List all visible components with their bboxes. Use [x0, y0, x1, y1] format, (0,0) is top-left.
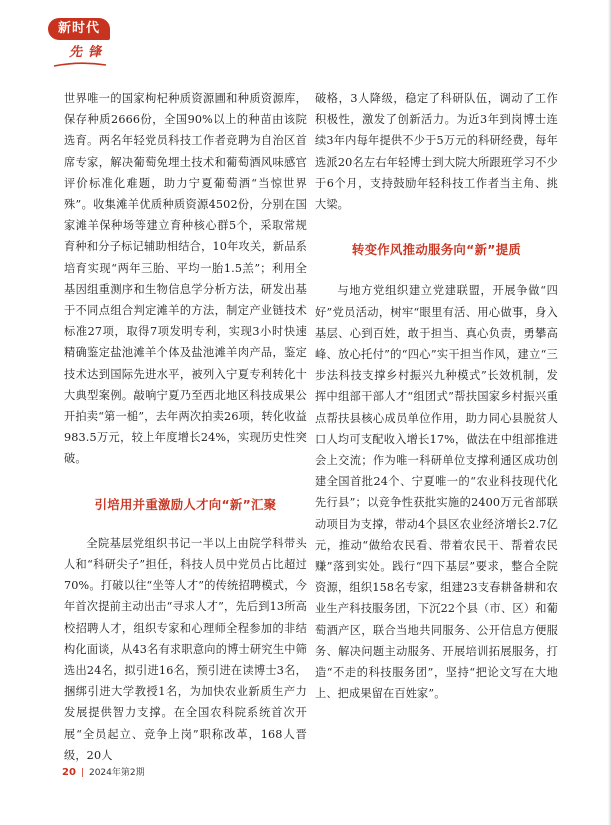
- section-heading: 引培用并重激励人才向“新”汇聚: [94, 496, 277, 512]
- logo-bottom-text: 先锋: [68, 45, 107, 60]
- issue-label: 2024年第2期: [88, 768, 145, 778]
- body-paragraph: 全院基层党组织书记一半以上由院学科带头人和“科研尖子”担任，科技人员中党员占比超过70%。打破以往“坐等人才”的传统招聘模式，今年首次提前主动出击“寻求人才”，先后到13所高校招聘人才，组织专家和心理师全程参加的非结构化面谈，从43名有求职意向的博士研究生中筛选出24名，拟引进16名，预引进在读博士3名，捆绑引进大学教授1名，为加快农业新质生产力发展提供智力支撑。在全国农科院系统首次开展“全员起立、竞争上岗”职称改革，168人晋级，20人: [64, 536, 307, 762]
- footer-separator: |: [80, 768, 84, 778]
- logo-swoosh-icon: [52, 62, 108, 68]
- column-logo: [48, 18, 110, 70]
- body-paragraph: 破格，3人降级，稳定了科研队伍，调动了工作积极性，激发了创新活力。为近3年到岗博士连续3年内每年提供不少于5万元的科研经费，每年选派20名左右年轻博士到大院大所跟班学习不少于6个月，支持鼓励年轻科技工作者当主角、挑大梁。: [315, 92, 558, 212]
- page-number: 20: [62, 767, 76, 778]
- page-footer: [62, 765, 145, 778]
- logo-top-text: 新时代: [48, 18, 110, 40]
- right-column: [315, 88, 558, 704]
- section-heading: 转变作风推动服务向“新”提质: [351, 242, 522, 258]
- body-paragraph: 与地方党组织建立党建联盟，开展争做“四好”党员活动，树牢“眼里有活、用心做事，身入基层、心到百姓，敢于担当、真心负责，勇攀高峰、放心托付”的“四心”实干担当作风，建立“三步法科技支撑乡村振兴九种模式”长效机制，发挥中组部干部人才“组团式”帮扶国家乡村振兴重点帮扶县核心成员单位作用，助力同心县脱贫人口人均可支配收入增长17%，做法在中组部推进会上交流；作为唯一科研单位支撑利通区成功创建全国首批24个、宁夏唯一的“农业科技现代化先行县”；以竞争性获批实施的2400万元省部联动项目为支撑，带动4个县区农业经济增长2.7亿元，推动“做给农民看、带着农民干、帮着农民赚”落到实处。践行“四下基层”要求，整合全院资源，组织158名专家，组建23支春耕备耕和农业生产科技服务团，下沉22个县（市、区）和葡萄酒产区，联合当地共同服务、公开信息方便服务、解决问题主动服务、开展培训拓展服务，打造“不走的科技服务团”，坚持“把论文写在大地上、把成果留在百姓家”。: [315, 284, 558, 701]
- body-paragraph: 世界唯一的国家枸杞种质资源圃和种质资源库，保存种质2666份，全国90%以上的种苗由该院选育。两名年轻党员科技工作者竞聘为自治区首席专家，解决葡萄免埋土技术和葡萄酒风味感官评价标准化难题，助力宁夏葡萄酒“当惊世界殊”。收集滩羊优质种质资源4502份，分别在国家滩羊保种场等建立育种核心群5个，采取常规育种和分子标记辅助相结合，10年攻关，新品系培育实现“两年三胎、平均一胎1.5羔”；利用全基因组重测序和生物信息学分析方法，研发出基于不同点组合判定滩羊的方法，制定产业链技术标准27项，取得7项发明专利，实现3小时快速精确鉴定盐池滩羊个体及盐池滩羊肉产品，鉴定技术达到国际先进水平，被列入宁夏专利转化十大典型案例。敲响宁夏乃至西北地区科技成果公开拍卖“第一槌”，去年两次拍卖26项，转化收益983.5万元，较上年度增长24%，实现历史性突破。: [64, 92, 307, 466]
- left-column: [64, 88, 307, 766]
